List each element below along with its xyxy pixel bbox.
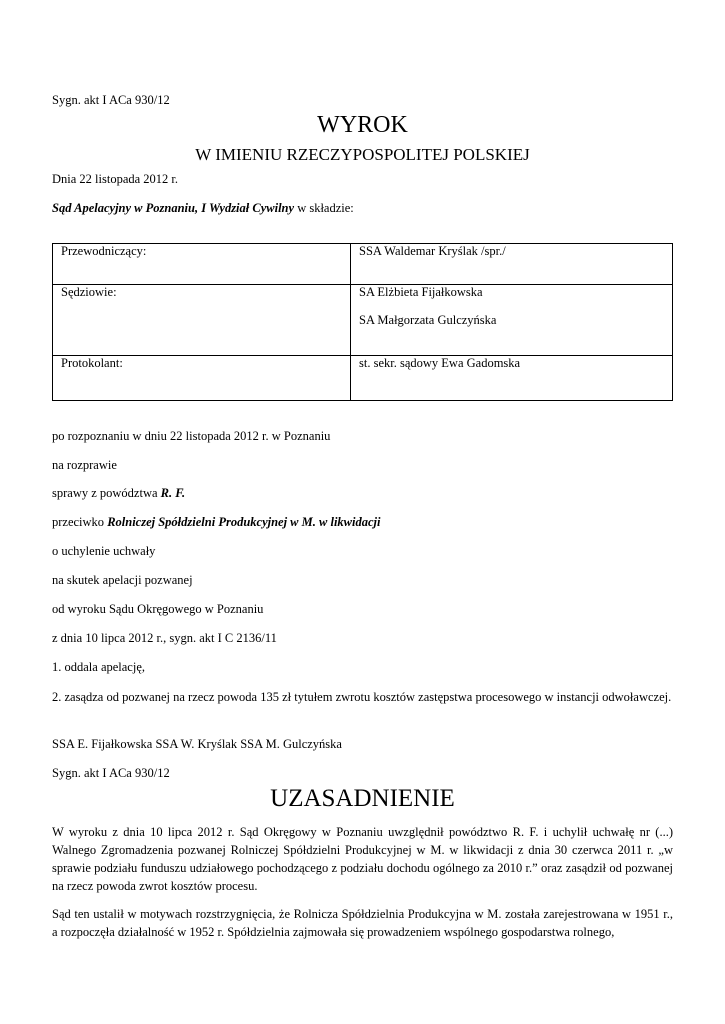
ruling-point-1: 1. oddala apelację, — [52, 660, 146, 674]
justification-title: UZASADNIENIE — [270, 785, 455, 812]
proceedings-line: od wyroku Sądu Okręgowego w Poznaniu — [52, 602, 264, 616]
chair-value: SSA Waldemar Kryślak /spr./ — [351, 244, 673, 285]
court-suffix: w składzie: — [294, 201, 354, 215]
defendant-name: Rolniczej Spółdzielni Produkcyjnej w M. w likwidacji — [107, 515, 381, 529]
plaintiff-name: R. F. — [160, 486, 186, 500]
table-row — [53, 356, 673, 401]
proceedings-line: z dnia 10 lipca 2012 r., sygn. akt I C 2136/11 — [52, 631, 277, 645]
judgment-subtitle: W IMIENIU RZECZYPOSPOLITEJ POLSKIEJ — [195, 145, 530, 164]
proceedings-line — [52, 486, 185, 501]
table-row — [53, 285, 673, 356]
case-number-2: Sygn. akt I ACa 930/12 — [52, 766, 170, 780]
ruling-point-2: 2. zasądza od pozwanej na rzecz powoda 135 zł tytułem zwrotu kosztów zastępstwa procesowego w instancji odwoławczej. — [52, 690, 672, 704]
defendant-prefix: przeciwko — [52, 515, 108, 529]
proceedings-line: o uchylenie uchwały — [52, 544, 156, 558]
justification-paragraph: W wyroku z dnia 10 lipca 2012 r. Sąd Okręgowy w Poznaniu uwzględnił powództwo R. F. i uchylił uchwałę nr (...) Walnego Zgromadzenia pozwanej Rolniczej Spółdzielni Produkcyjnej w M. w likwidacji z dnia 30 czerwca 2011 r. „w sprawie podziału funduszu udziałowego pochodzącego z podziału dochodu ogólnego za 2010 r.” oraz zasądził od pozwanej na rzecz powoda zwrot kosztów procesu. — [52, 825, 673, 893]
proceedings-line: na rozprawie — [52, 458, 117, 472]
case-number: Sygn. akt I ACa 930/12 — [52, 93, 170, 107]
proceedings-line — [52, 515, 380, 530]
judge-1: SA Elżbieta Fijałkowska — [359, 285, 483, 299]
plaintiff-prefix: sprawy z powództwa — [52, 486, 161, 500]
proceedings-line: po rozpoznaniu w dniu 22 listopada 2012 r. w Poznaniu — [52, 429, 331, 443]
judge-2: SA Małgorzata Gulczyńska — [359, 313, 497, 327]
judges-cell — [351, 285, 673, 356]
table-row — [53, 244, 673, 285]
judgment-title: WYROK — [317, 112, 408, 138]
court-name: Sąd Apelacyjny w Poznaniu, I Wydział Cywilny — [52, 201, 295, 215]
judges-label: Sędziowie: — [53, 285, 351, 356]
proceedings-line: na skutek apelacji pozwanej — [52, 573, 193, 587]
court-line — [52, 201, 354, 216]
clerk-label: Protokolant: — [53, 356, 351, 401]
chair-label: Przewodniczący: — [53, 244, 351, 285]
judgment-date: Dnia 22 listopada 2012 r. — [52, 172, 179, 186]
justification-paragraph: Sąd ten ustalił w motywach rozstrzygnięcia, że Rolnicza Spółdzielnia Produkcyjna w M. została zarejestrowana w 1951 r., a rozpoczęła działalność w 1952 r. Spółdzielnia zajmowała się prowadzeniem wspólnego gospodarstwa rolnego, — [52, 907, 673, 939]
composition-table — [52, 243, 673, 401]
signatures: SSA E. Fijałkowska SSA W. Kryślak SSA M. Gulczyńska — [52, 737, 342, 751]
clerk-value: st. sekr. sądowy Ewa Gadomska — [351, 356, 673, 401]
